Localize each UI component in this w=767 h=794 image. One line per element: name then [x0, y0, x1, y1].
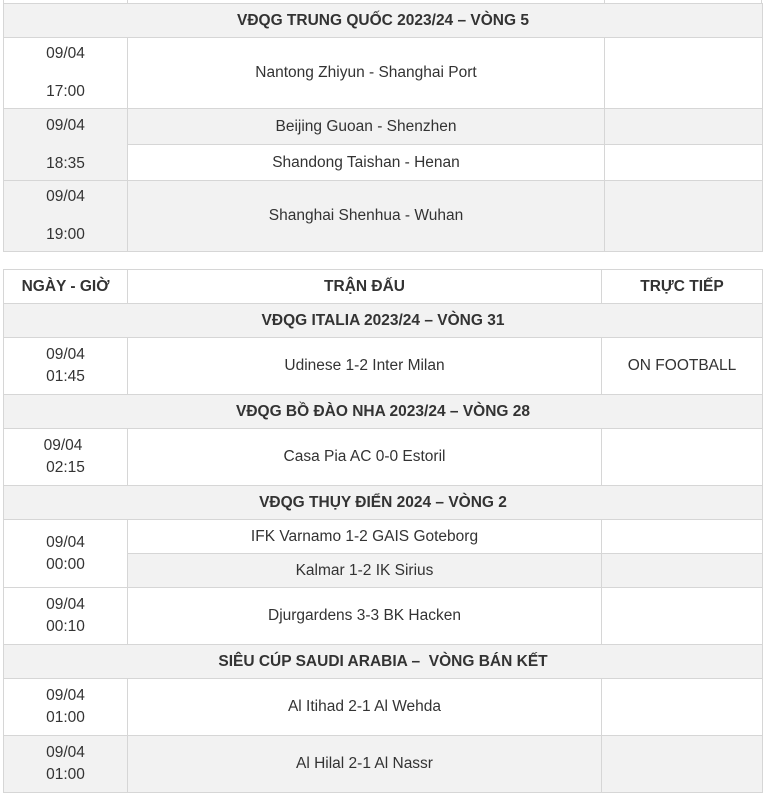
channel-cell — [602, 429, 763, 486]
table-row — [4, 736, 763, 793]
channel-cell — [602, 736, 763, 793]
match-time: 01:45 — [46, 368, 85, 385]
match-time: 02:15 — [46, 459, 85, 476]
table-row — [4, 181, 763, 252]
table-row — [4, 429, 763, 486]
date-time-cell — [4, 736, 128, 793]
column-header-match: TRẬN ĐẤU — [128, 270, 602, 304]
table-row — [4, 520, 763, 554]
date-time-cell — [4, 679, 128, 736]
match-date: 09/04 — [46, 188, 85, 205]
header-row — [4, 270, 763, 304]
channel-cell — [605, 109, 763, 145]
date-time-cell — [4, 429, 128, 486]
match-time: 00:00 — [46, 555, 85, 573]
section-title: VĐQG THỤY ĐIỂN 2024 – VÒNG 2 — [4, 486, 763, 520]
match-time: 17:00 — [46, 83, 85, 100]
match-name: Udinese 1-2 Inter Milan — [128, 338, 602, 395]
match-date: 09/04 — [46, 116, 85, 134]
match-date: 09/04 — [46, 744, 85, 761]
channel-cell — [605, 145, 763, 181]
table-row — [4, 588, 763, 645]
match-time: 01:00 — [46, 709, 85, 726]
section-row — [4, 395, 763, 429]
section-title: VĐQG TRUNG QUỐC 2023/24 – VÒNG 5 — [4, 4, 763, 38]
match-time: 01:00 — [46, 766, 85, 783]
date-time-cell — [4, 109, 128, 181]
match-name: Nantong Zhiyun - Shanghai Port — [128, 38, 605, 109]
match-name: Beijing Guoan - Shenzhen — [128, 109, 605, 145]
section-row — [4, 645, 763, 679]
channel-cell: ON FOOTBALL — [602, 338, 763, 395]
match-time: 18:35 — [46, 154, 85, 172]
match-name: Kalmar 1-2 IK Sirius — [128, 554, 602, 588]
match-name: Casa Pia AC 0-0 Estoril — [128, 429, 602, 486]
channel-cell — [605, 181, 763, 252]
section-title: SIÊU CÚP SAUDI ARABIA – VÒNG BÁN KẾT — [4, 645, 763, 679]
match-time: 19:00 — [46, 226, 85, 243]
channel-cell — [602, 520, 763, 554]
match-name: Shanghai Shenhua - Wuhan — [128, 181, 605, 252]
table-row — [4, 38, 763, 109]
table-row — [4, 109, 763, 145]
date-time-cell — [4, 338, 128, 395]
match-name: Al Hilal 2-1 Al Nassr — [128, 736, 602, 793]
date-time-cell — [4, 181, 128, 252]
table-row — [4, 679, 763, 736]
match-date: 09/04 — [46, 533, 85, 551]
section-title: VĐQG BỒ ĐÀO NHA 2023/24 – VÒNG 28 — [4, 395, 763, 429]
section-row — [4, 4, 763, 38]
date-time-cell — [4, 520, 128, 588]
match-name: Al Itihad 2-1 Al Wehda — [128, 679, 602, 736]
column-header-datetime: NGÀY - GIỜ — [4, 270, 128, 304]
channel-cell — [605, 38, 763, 109]
date-time-cell — [4, 38, 128, 109]
schedule-table-china — [3, 3, 763, 252]
match-date: 09/04 — [46, 596, 85, 613]
column-header-live: TRỰC TIẾP — [602, 270, 763, 304]
match-date: 09/04 — [46, 346, 85, 363]
section-row — [4, 486, 763, 520]
match-name: Shandong Taishan - Henan — [128, 145, 605, 181]
schedule-table-europe — [3, 269, 763, 793]
channel-cell — [602, 554, 763, 588]
match-name: IFK Varnamo 1-2 GAIS Goteborg — [128, 520, 602, 554]
channel-cell — [602, 679, 763, 736]
section-row — [4, 304, 763, 338]
section-title: VĐQG ITALIA 2023/24 – VÒNG 31 — [4, 304, 763, 338]
date-time-cell — [4, 588, 128, 645]
match-date: 09/04 — [46, 687, 85, 704]
match-date: 09/04 — [46, 45, 85, 62]
table-row — [4, 338, 763, 395]
match-date: 09/04 — [43, 437, 83, 454]
channel-cell — [602, 588, 763, 645]
match-name: Djurgardens 3-3 BK Hacken — [128, 588, 602, 645]
match-time: 00:10 — [46, 618, 85, 635]
